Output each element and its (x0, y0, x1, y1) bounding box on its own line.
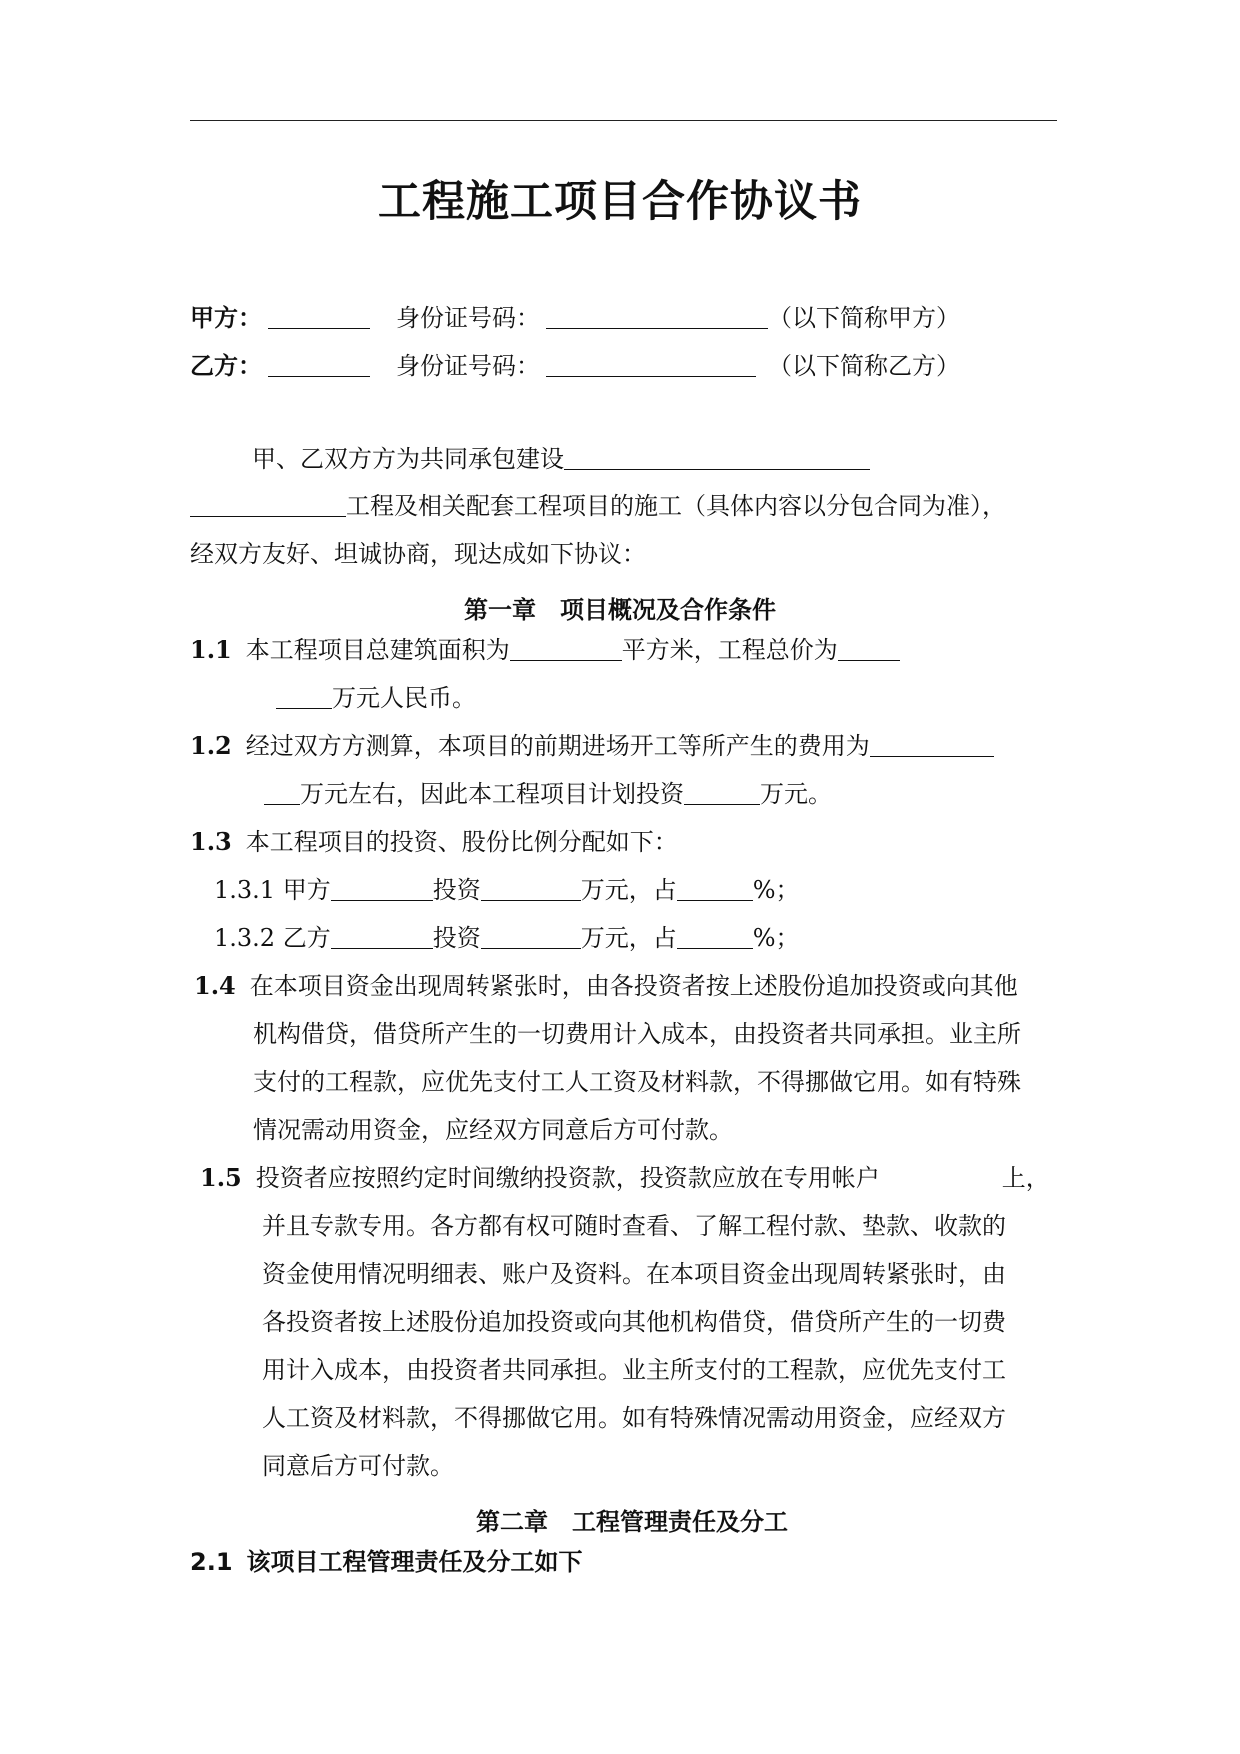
clause-1-5-line-4: 各投资者按上述股份追加投资或向其他机构借贷，借贷所产生的一切费 (262, 1308, 1006, 1336)
clause-1-3-1-number: 1.3.1 (214, 876, 276, 904)
party-a-invest-blank[interactable] (331, 878, 433, 901)
total-price-blank[interactable] (838, 638, 900, 661)
project-name-blank[interactable] (564, 447, 870, 470)
clause-1-3-2-invest: 投资 (432, 924, 481, 952)
project-name-blank-2[interactable] (190, 494, 346, 517)
clause-1-1-text-b: 平方米，工程总价为 (621, 636, 838, 664)
preliminary-cost-blank[interactable] (870, 734, 994, 757)
party-a-percent-blank[interactable] (677, 878, 753, 901)
party-b-amount-blank[interactable] (481, 926, 581, 949)
clause-1-2-number: 1.2 (190, 731, 232, 760)
party-a-line (190, 303, 960, 332)
clause-1-4-text-1: 在本项目资金出现周转紧张时，由各投资者按上述股份追加投资或向其他 (249, 972, 1018, 1000)
intro-line-2 (190, 494, 1006, 518)
party-b-percent-blank[interactable] (677, 926, 753, 949)
clause-1-4-line-1 (194, 971, 1018, 1000)
party-b-invest-blank[interactable] (331, 926, 433, 949)
clause-1-2-text-c: 万元。 (760, 780, 832, 808)
clause-1-4-number: 1.4 (194, 971, 236, 1000)
clause-1-1 (190, 635, 900, 664)
party-b-id-blank[interactable] (546, 354, 756, 377)
party-a-suffix: （以下简称甲方） (768, 304, 960, 332)
intro-text-2: 工程及相关配套工程项目的施工（具体内容以分包合同为准）， (346, 492, 1006, 520)
chapter-1-heading: 第一章 项目概况及合作条件 (464, 596, 776, 624)
clause-1-3-text: 本工程项目的投资、股份比例分配如下： (245, 828, 678, 856)
party-b-id-label: 身份证号码： (396, 352, 540, 380)
clause-1-5-number: 1.5 (200, 1163, 242, 1192)
clause-1-5-line-3: 资金使用情况明细表、账户及资料。在本项目资金出现周转紧张时，由 (262, 1260, 1006, 1288)
clause-1-3-1-party: 甲方 (282, 876, 331, 904)
party-a-label: 甲方： (190, 303, 262, 332)
party-a-id-blank[interactable] (546, 306, 768, 329)
clause-1-3-2 (214, 926, 800, 950)
clause-1-2 (190, 731, 994, 760)
party-a-id-label: 身份证号码： (396, 304, 540, 332)
clause-1-1-cont (276, 686, 476, 710)
party-a-amount-blank[interactable] (481, 878, 581, 901)
clause-1-4-line-2: 机构借贷，借贷所产生的一切费用计入成本，由投资者共同承担。业主所 (253, 1020, 1021, 1048)
intro-line-3: 经双方友好、坦诚协商，现达成如下协议： (190, 540, 646, 568)
clause-1-3-2-unit: 万元，占 (580, 924, 677, 952)
clause-2-1 (190, 1550, 583, 1574)
party-b-label: 乙方： (190, 351, 262, 380)
clause-1-3-1-pct: %； (752, 876, 800, 904)
clause-1-4-line-3: 支付的工程款，应优先支付工人工资及材料款，不得挪做它用。如有特殊 (253, 1068, 1021, 1096)
clause-1-2-cont (264, 782, 832, 806)
clause-1-3-1-invest: 投资 (432, 876, 481, 904)
clause-1-2-text-b: 万元左右，因此本工程项目计划投资 (300, 780, 684, 808)
clause-1-3-2-number: 1.3.2 (214, 924, 276, 952)
party-a-name-blank[interactable] (268, 306, 370, 329)
clause-1-3-1 (214, 878, 800, 902)
clause-1-4-line-4: 情况需动用资金，应经双方同意后方可付款。 (253, 1116, 733, 1144)
clause-1-5-line-6: 人工资及材料款，不得挪做它用。如有特殊情况需动用资金，应经双方 (262, 1404, 1006, 1432)
clause-2-1-text: 该项目工程管理责任及分工如下 (246, 1548, 583, 1576)
intro-line-1 (252, 447, 870, 471)
clause-1-3 (190, 827, 678, 856)
clause-1-1-number: 1.1 (190, 635, 232, 664)
area-blank[interactable] (510, 638, 622, 661)
clause-1-1-text-c: 万元人民币。 (332, 684, 476, 712)
party-b-name-blank[interactable] (268, 354, 370, 377)
clause-1-5-text-b: 上， (1001, 1164, 1050, 1192)
total-price-blank-2[interactable] (276, 686, 332, 709)
intro-text-1: 甲、乙双方方为共同承包建设 (252, 445, 564, 473)
clause-1-3-number: 1.3 (190, 827, 232, 856)
clause-1-5-text-a: 投资者应按照约定时间缴纳投资款，投资款应放在专用帐户 (255, 1164, 880, 1192)
party-b-line (190, 351, 960, 380)
planned-investment-blank[interactable] (684, 782, 760, 805)
chapter-2-heading: 第二章 工程管理责任及分工 (476, 1508, 788, 1536)
clause-1-5-line-5: 用计入成本，由投资者共同承担。业主所支付的工程款，应优先支付工 (262, 1356, 1006, 1384)
header-rule (190, 120, 1057, 121)
clause-2-1-number: 2.1 (190, 1548, 233, 1576)
clause-1-2-text-a: 经过双方方测算，本项目的前期进场开工等所产生的费用为 (245, 732, 870, 760)
clause-1-3-1-unit: 万元，占 (580, 876, 677, 904)
party-b-suffix: （以下简称乙方） (768, 352, 960, 380)
clause-1-5-line-2: 并且专款专用。各方都有权可随时查看、了解工程付款、垫款、收款的 (262, 1212, 1006, 1240)
clause-1-5-line-1 (200, 1163, 1050, 1192)
clause-1-3-2-pct: %； (752, 924, 800, 952)
clause-1-3-2-party: 乙方 (282, 924, 331, 952)
clause-1-5-line-7: 同意后方可付款。 (262, 1452, 454, 1480)
clause-1-1-text-a: 本工程项目总建筑面积为 (245, 636, 510, 664)
page-title: 工程施工项目合作协议书 (378, 177, 862, 227)
preliminary-cost-blank-2[interactable] (264, 782, 300, 805)
